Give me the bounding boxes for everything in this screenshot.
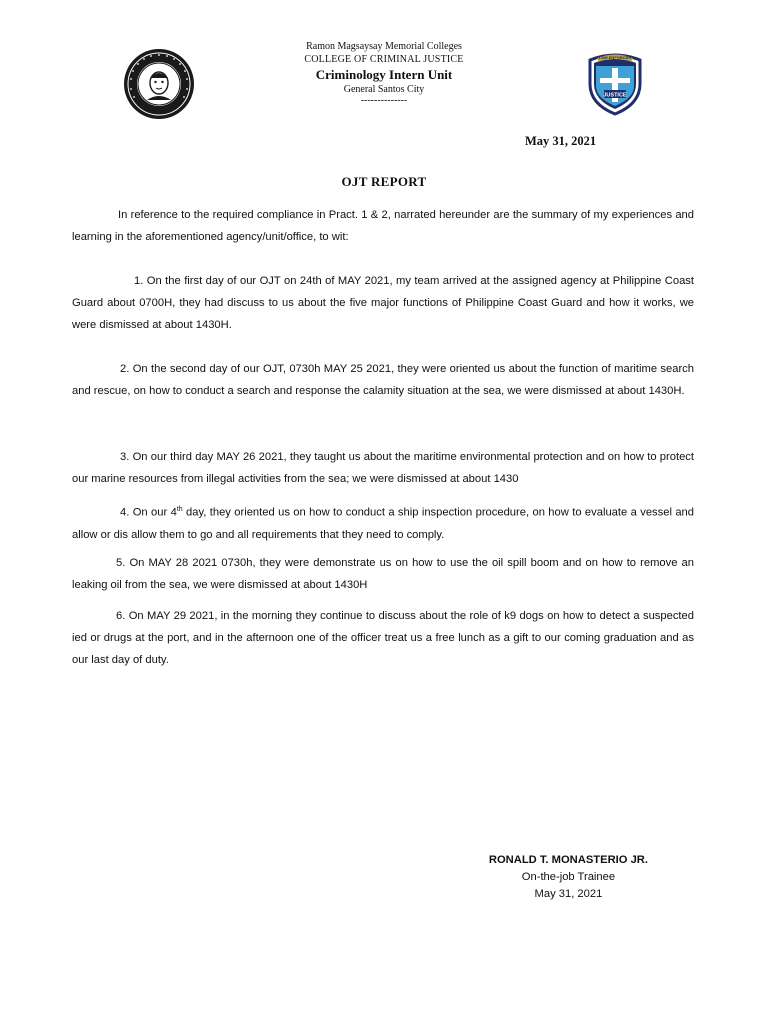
list-item: 6. On MAY 29 2021, in the morning they continue to discuss about the role of k9 dogs on how to detect a suspected ied or drugs at the port, and in the afternoon one of the officer treat us a free lunch as a gift to our coming graduation and as our last day of duty. bbox=[72, 610, 694, 666]
intro-paragraph: In reference to the required compliance in Pract. 1 & 2, narrated hereunder are the summary of my experiences and learning in the aforementioned agency/unit/office, to wit: bbox=[72, 209, 694, 243]
city-name: General Santos City bbox=[343, 84, 425, 95]
unit-name: Criminology Intern Unit bbox=[315, 67, 453, 82]
list-item: 3. On our third day MAY 26 2021, they taught us about the maritime environmental protection and on how to protect our marine resources from illegal activities from the sea; we were dismissed at about 1430 bbox=[72, 451, 694, 485]
report-title: OJT REPORT bbox=[341, 174, 427, 189]
shield-text: JUSTICE bbox=[603, 92, 627, 99]
trainee-role: On-the-job Trainee bbox=[521, 871, 616, 883]
report-date: May 31, 2021 bbox=[525, 134, 597, 148]
item4-rest: day, they oriented us on how to conduct a ship inspection procedure, on how to evaluate a vessel and allow or dis allow them to go and all requirements that they need to comply. bbox=[72, 506, 694, 541]
college-name: Ramon Magsaysay Memorial Colleges bbox=[306, 41, 462, 52]
department-name: COLLEGE OF CRIMINAL JUSTICE bbox=[304, 54, 464, 65]
list-item: 5. On MAY 28 2021 0730h, they were demonstrate us on how to use the oil spill boom and on how to remove an leaking oil from the sea, we were dismissed at about 1430H bbox=[72, 557, 694, 591]
item4-prefix: 4. On our 4 bbox=[120, 506, 177, 519]
signature-date: May 31, 2021 bbox=[534, 888, 603, 900]
header-separator: -------------- bbox=[360, 95, 408, 106]
signature-block bbox=[489, 852, 648, 903]
trainee-name: RONALD T. MONASTERIO JR. bbox=[488, 854, 648, 866]
list-item bbox=[72, 499, 694, 546]
shield-banner-text: LAW ENFORCER bbox=[598, 55, 632, 60]
list-item: 2. On the second day of our OJT, 0730h MAY 25 2021, they were oriented us about the function of maritime search and rescue, on how to conduct a search and response the calamity situation at the sea, we were dismissed at about 1430H. bbox=[72, 363, 694, 397]
college-seal-icon bbox=[123, 48, 195, 120]
letterhead bbox=[0, 40, 768, 106]
item4-superscript: th bbox=[176, 506, 183, 513]
list-item: 1. On the first day of our OJT on 24th of MAY 2021, my team arrived at the assigned agency at Philippine Coast Guard about 0700H, they had discuss to us about the five major functions of Philippine Coast Guard and how it works, we were dismissed at about 1430H. bbox=[72, 275, 694, 331]
justice-shield-icon bbox=[582, 50, 648, 116]
